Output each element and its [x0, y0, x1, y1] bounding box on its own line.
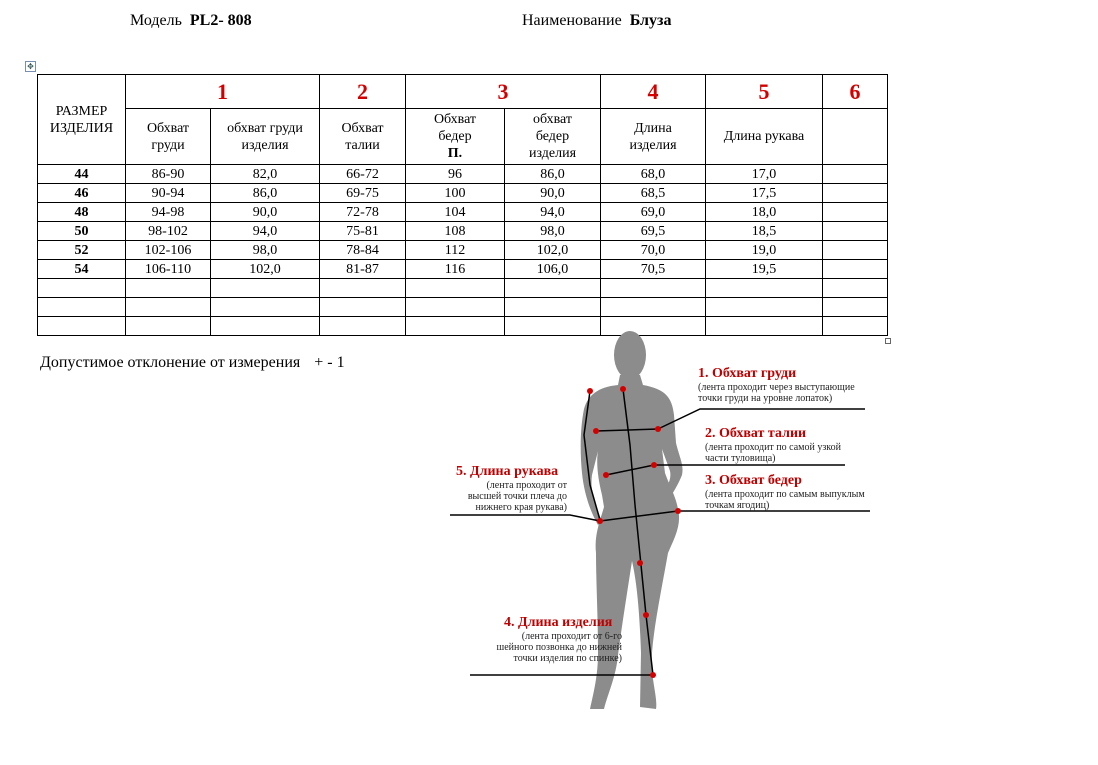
measure-cell: 102,0 — [211, 260, 320, 279]
measure-cell: 75-81 — [320, 222, 406, 241]
measure-cell: 94,0 — [505, 203, 601, 222]
measure-cell — [601, 279, 706, 298]
measure-cell: 19,0 — [706, 241, 823, 260]
svg-text:2. Обхват талии: 2. Обхват талии — [705, 426, 807, 441]
measure-cell: 106,0 — [505, 260, 601, 279]
measure-cell: 94,0 — [211, 222, 320, 241]
measure-cell: 68,5 — [601, 184, 706, 203]
label-length — [497, 615, 623, 664]
measure-cell: 18,0 — [706, 203, 823, 222]
measure-cell: 81-87 — [320, 260, 406, 279]
measure-cell — [320, 279, 406, 298]
measure-cell — [505, 279, 601, 298]
table-resize-handle[interactable] — [885, 338, 891, 344]
svg-text:точки изделия по спинке): точки изделия по спинке) — [513, 653, 622, 664]
measure-cell: 78-84 — [320, 241, 406, 260]
measure-cell: 116 — [406, 260, 505, 279]
model-label: Модель — [130, 12, 182, 29]
column-header: Обхват бедер П. — [406, 109, 505, 165]
size-cell — [38, 279, 126, 298]
measure-cell: 96 — [406, 165, 505, 184]
svg-text:точки груди на уровне лопаток): точки груди на уровне лопаток) — [698, 393, 833, 404]
svg-text:5. Длина рукава: 5. Длина рукава — [456, 464, 559, 479]
svg-text:3. Обхват бедер: 3. Обхват бедер — [705, 473, 802, 488]
svg-text:высшей точки плеча до: высшей точки плеча до — [467, 491, 567, 502]
measure-cell — [823, 241, 888, 260]
measure-cell: 90,0 — [211, 203, 320, 222]
measure-cell: 18,5 — [706, 222, 823, 241]
measure-cell: 90,0 — [505, 184, 601, 203]
measure-cell: 100 — [406, 184, 505, 203]
svg-text:4. Длина изделия: 4. Длина изделия — [504, 615, 613, 630]
table-row — [38, 203, 888, 222]
measure-cell: 98,0 — [505, 222, 601, 241]
measure-cell — [320, 298, 406, 317]
label-sleeve — [456, 464, 568, 513]
measure-cell — [823, 279, 888, 298]
measure-cell: 69-75 — [320, 184, 406, 203]
size-cell: 50 — [38, 222, 126, 241]
measure-cell: 86,0 — [505, 165, 601, 184]
measure-cell: 94-98 — [126, 203, 211, 222]
measure-cell — [505, 298, 601, 317]
measure-cell — [706, 298, 823, 317]
group-number-4: 4 — [601, 75, 706, 109]
measure-cell: 102-106 — [126, 241, 211, 260]
label-chest — [698, 366, 855, 404]
label-waist — [705, 426, 842, 464]
svg-text:части туловища): части туловища) — [705, 453, 776, 464]
measure-cell: 108 — [406, 222, 505, 241]
measure-cell: 70,0 — [601, 241, 706, 260]
size-cell: 44 — [38, 165, 126, 184]
measure-cell — [126, 298, 211, 317]
size-cell — [38, 317, 126, 336]
measure-cell: 70,5 — [601, 260, 706, 279]
measure-cell — [126, 317, 211, 336]
measure-cell — [823, 222, 888, 241]
measure-cell: 106-110 — [126, 260, 211, 279]
column-header-empty — [823, 109, 888, 165]
measure-cell: 66-72 — [320, 165, 406, 184]
measure-cell: 72-78 — [320, 203, 406, 222]
svg-text:(лента проходит через выступаю: (лента проходит через выступающие — [698, 382, 855, 393]
size-cell — [38, 298, 126, 317]
measure-cell: 86-90 — [126, 165, 211, 184]
column-header: Длина изделия — [601, 109, 706, 165]
size-cell: 54 — [38, 260, 126, 279]
table-row — [38, 184, 888, 203]
measure-cell: 86,0 — [211, 184, 320, 203]
measurement-figure — [440, 325, 880, 745]
tolerance-note: Допустимое отклонение от измерения + - 1 — [40, 354, 345, 371]
group-number-6: 6 — [823, 75, 888, 109]
table-row — [38, 222, 888, 241]
measure-cell — [706, 279, 823, 298]
group-number-1: 1 — [126, 75, 320, 109]
column-header: Обхват талии — [320, 109, 406, 165]
table-row — [38, 260, 888, 279]
svg-text:(лента проходит по самой узкой: (лента проходит по самой узкой — [705, 442, 841, 453]
size-cell: 52 — [38, 241, 126, 260]
measure-cell: 102,0 — [505, 241, 601, 260]
size-cell: 48 — [38, 203, 126, 222]
svg-text:1. Обхват груди: 1. Обхват груди — [698, 366, 797, 381]
column-header: обхват груди изделия — [211, 109, 320, 165]
measure-cell: 69,0 — [601, 203, 706, 222]
measure-cell: 98-102 — [126, 222, 211, 241]
measure-cell — [320, 317, 406, 336]
measure-cell — [601, 298, 706, 317]
svg-text:шейного позвонка до нижней: шейного позвонка до нижней — [496, 642, 622, 653]
table-row — [38, 241, 888, 260]
measure-cell: 68,0 — [601, 165, 706, 184]
measure-cell: 69,5 — [601, 222, 706, 241]
measure-cell: 98,0 — [211, 241, 320, 260]
table-row — [38, 279, 888, 298]
measure-cell — [823, 184, 888, 203]
group-number-5: 5 — [706, 75, 823, 109]
svg-text:(лента проходит по самым выпук: (лента проходит по самым выпуклым — [705, 489, 865, 500]
svg-text:нижнего края рукава): нижнего края рукава) — [475, 502, 567, 513]
column-header: Длина рукава — [706, 109, 823, 165]
svg-text:(лента проходит от: (лента проходит от — [486, 480, 567, 491]
measure-cell: 90-94 — [126, 184, 211, 203]
table-row — [38, 165, 888, 184]
size-table — [37, 74, 888, 336]
measure-cell: 17,0 — [706, 165, 823, 184]
measure-cell: 17,5 — [706, 184, 823, 203]
model-header — [130, 12, 252, 30]
measure-cell: 104 — [406, 203, 505, 222]
measure-cell — [823, 260, 888, 279]
measure-cell: 19,5 — [706, 260, 823, 279]
measure-cell — [823, 165, 888, 184]
name-header — [522, 12, 671, 30]
label-hips — [705, 473, 865, 511]
measure-cell — [406, 298, 505, 317]
group-number-3: 3 — [406, 75, 601, 109]
measure-cell — [211, 279, 320, 298]
name-label: Наименование — [522, 12, 622, 29]
group-number-2: 2 — [320, 75, 406, 109]
column-header: обхват бедер изделия — [505, 109, 601, 165]
svg-text:точкам ягодиц): точкам ягодиц) — [705, 500, 770, 511]
measure-cell — [823, 298, 888, 317]
table-row — [38, 298, 888, 317]
column-header: Обхват груди — [126, 109, 211, 165]
measure-cell — [406, 279, 505, 298]
measure-cell — [126, 279, 211, 298]
name-value: Блуза — [629, 12, 672, 29]
measure-cell: 82,0 — [211, 165, 320, 184]
size-header-cell: РАЗМЕР ИЗДЕЛИЯ — [38, 75, 126, 165]
measure-cell: 112 — [406, 241, 505, 260]
measure-cell — [211, 298, 320, 317]
model-value: PL2- 808 — [189, 12, 252, 29]
svg-text:(лента проходит от 6-го: (лента проходит от 6-го — [521, 631, 622, 642]
size-cell: 46 — [38, 184, 126, 203]
measure-cell — [211, 317, 320, 336]
measure-cell — [823, 203, 888, 222]
table-move-handle-icon[interactable]: ✥ — [25, 61, 36, 72]
